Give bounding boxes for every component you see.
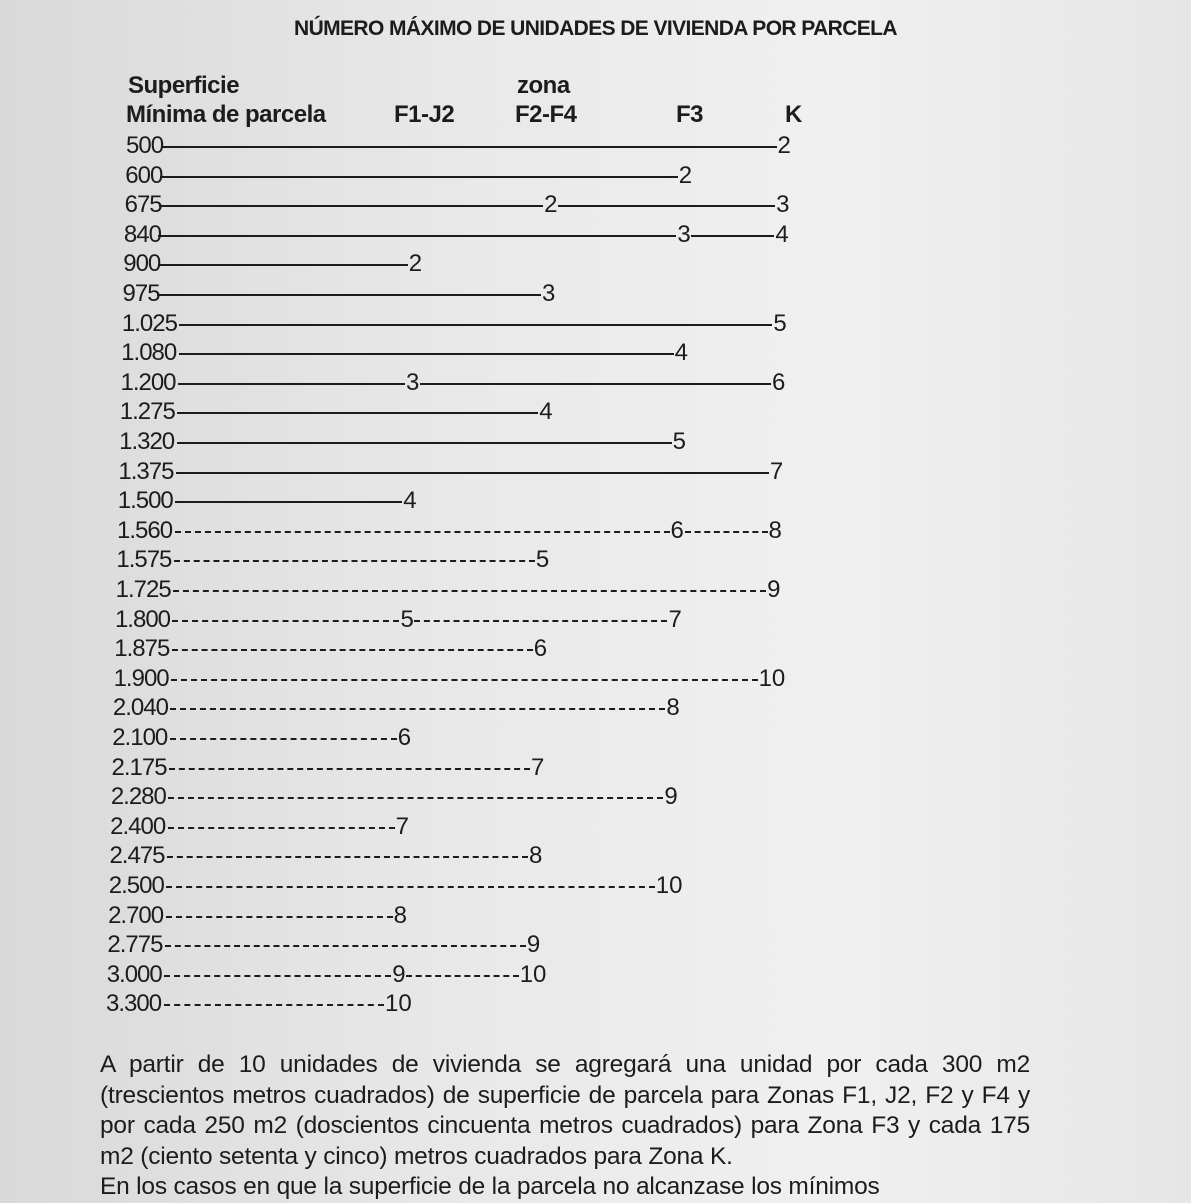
table-row — [0, 902, 1191, 932]
header-k: K — [785, 101, 802, 128]
table-row — [0, 398, 1191, 428]
leader-line — [172, 620, 399, 622]
leader-line — [177, 412, 538, 414]
superficie-value: 2.500 — [108, 872, 164, 899]
table-row — [0, 842, 1191, 872]
leader-line — [166, 916, 393, 918]
table-row — [0, 428, 1191, 458]
units-f1j2: 9 — [392, 960, 406, 988]
table-row — [0, 458, 1191, 488]
leader-line — [174, 560, 535, 562]
superficie-value: 1.725 — [115, 576, 171, 603]
units-f3: 2 — [678, 161, 693, 189]
leader-line — [159, 205, 543, 207]
superficie-value: 1.560 — [117, 516, 173, 544]
leader-line — [167, 856, 528, 858]
units-f1j2: 2 — [408, 250, 423, 278]
leader-line — [176, 472, 769, 474]
leader-line — [158, 264, 408, 266]
superficie-value: 2.475 — [109, 842, 165, 870]
leader-line — [158, 235, 676, 237]
units-k: 9 — [767, 576, 781, 603]
units-k: 4 — [775, 220, 789, 248]
table-row — [0, 369, 1191, 399]
header-superficie: Superficie — [128, 72, 240, 99]
table-row — [0, 665, 1191, 695]
superficie-value: 3.300 — [106, 990, 162, 1018]
units-f1j2: 7 — [395, 812, 409, 840]
units-k: 6 — [771, 368, 786, 396]
leader-line — [170, 738, 397, 740]
table-row — [0, 635, 1191, 665]
superficie-value: 2.700 — [108, 901, 164, 929]
units-f2f4: 9 — [526, 931, 541, 959]
superficie-value: 2.100 — [112, 724, 168, 751]
units-k: 7 — [769, 457, 784, 485]
units-f1j2: 5 — [400, 605, 414, 633]
superficie-value: 675 — [124, 191, 162, 219]
units-f2f4: 4 — [539, 398, 553, 426]
superficie-value: 1.900 — [113, 664, 169, 692]
units-f2f4: 7 — [531, 753, 545, 781]
units-f3: 5 — [672, 428, 686, 455]
leader-line — [168, 827, 395, 829]
leader-line — [685, 531, 768, 533]
table-row — [0, 606, 1191, 636]
header-f1j2: F1-J2 — [394, 101, 455, 128]
superficie-value: 2.040 — [112, 694, 168, 722]
superficie-value: 1.500 — [117, 487, 173, 515]
superficie-value: 1.875 — [114, 635, 170, 663]
superficie-value: 1.025 — [121, 309, 177, 337]
units-k: 10 — [758, 664, 786, 692]
table-row — [0, 990, 1191, 1020]
table-row — [0, 546, 1191, 576]
leader-line — [164, 975, 391, 977]
header-f2f4: F2-F4 — [515, 101, 577, 128]
units-f3: 8 — [666, 694, 680, 722]
units-k: 5 — [773, 309, 787, 337]
leader-line — [558, 205, 775, 207]
superficie-value: 1.275 — [119, 398, 175, 426]
superficie-value: 600 — [125, 161, 163, 189]
units-f2f4: 3 — [542, 280, 556, 307]
note-text-1: A partir de 10 unidades de vivienda se agregará una unidad por cada 300 m2 (trescientos metros cuadrados) de superficie de parcela para Zonas F1, J2, F2 y F4 y por cada 250 m2 (doscientos cincuenta metros cuadrados) para Zona F3 y cada 175 m2 (ciento setenta y cinco) metros cuadrados para Zona K. — [100, 1051, 1030, 1170]
header-zona: zona — [517, 72, 570, 99]
notes-paragraph — [100, 1050, 1030, 1203]
table-row — [0, 517, 1191, 547]
table-row — [0, 310, 1191, 340]
leader-line — [691, 235, 774, 237]
table-row — [0, 961, 1191, 991]
superficie-value: 840 — [123, 220, 161, 248]
superficie-value: 1.080 — [121, 339, 177, 367]
units-f2f4: 5 — [535, 546, 550, 574]
header-f3: F3 — [676, 101, 704, 128]
leader-line — [420, 383, 771, 385]
leader-line — [164, 1004, 385, 1006]
leader-line — [414, 620, 667, 622]
superficie-value: 2.400 — [110, 812, 166, 840]
table-row — [0, 813, 1191, 843]
table-row — [0, 576, 1191, 606]
leader-line — [177, 442, 672, 444]
table-row — [0, 872, 1191, 902]
leader-line — [179, 324, 772, 326]
superficie-value: 1.320 — [119, 428, 175, 455]
leader-line — [175, 501, 402, 503]
superficie-value: 3.000 — [106, 960, 162, 988]
table-row — [0, 339, 1191, 369]
leader-line — [171, 679, 758, 681]
leader-line — [169, 768, 530, 770]
units-f3: 4 — [674, 339, 689, 367]
superficie-value: 975 — [122, 280, 160, 307]
superficie-value: 1.375 — [118, 457, 174, 485]
superficie-value: 500 — [126, 132, 164, 159]
table-row — [0, 191, 1191, 221]
leader-line — [178, 383, 405, 385]
note-text-2: En los casos en que la superficie de la parcela no alcanzase los mínimos — [100, 1173, 880, 1200]
leader-line — [173, 590, 766, 592]
table-row — [0, 931, 1191, 961]
leader-line — [157, 294, 541, 296]
units-f1j2: 4 — [403, 487, 417, 515]
superficie-value: 900 — [123, 250, 161, 278]
page-title: NÚMERO MÁXIMO DE UNIDADES DE VIVIENDA POR PARCELA — [294, 17, 897, 40]
superficie-value: 2.280 — [110, 783, 166, 811]
table-row — [0, 280, 1191, 310]
units-f2f4: 10 — [519, 960, 547, 988]
table-row — [0, 162, 1191, 192]
units-f1j2: 6 — [397, 724, 412, 751]
table-row — [0, 487, 1191, 517]
leader-line — [161, 146, 777, 148]
units-f2f4: 6 — [533, 635, 548, 663]
leader-line — [172, 649, 533, 651]
leader-line — [175, 531, 670, 533]
units-f3: 10 — [655, 872, 683, 899]
units-f1j2: 3 — [405, 368, 420, 396]
table-row — [0, 783, 1191, 813]
leader-line — [168, 797, 663, 799]
table-row — [0, 221, 1191, 251]
units-f3: 3 — [677, 220, 691, 248]
table-row — [0, 694, 1191, 724]
units-f3: 9 — [664, 783, 678, 811]
leader-line — [179, 353, 674, 355]
units-f3: 6 — [670, 516, 684, 544]
units-f1j2: 8 — [393, 901, 407, 929]
table-row — [0, 754, 1191, 784]
units-k: 3 — [776, 191, 790, 219]
leader-line — [406, 975, 519, 977]
header-minima-parcela: Mínima de parcela — [126, 101, 326, 128]
units-f2f4: 8 — [528, 842, 543, 870]
units-k: 2 — [777, 132, 791, 159]
superficie-value: 1.800 — [114, 605, 171, 633]
leader-line — [160, 176, 678, 178]
units-f3: 7 — [668, 605, 682, 633]
table-row — [0, 250, 1191, 280]
units-f2f4: 2 — [544, 191, 558, 219]
leader-line — [166, 886, 655, 888]
superficie-value: 1.575 — [116, 546, 172, 574]
leader-line — [170, 708, 665, 710]
units-f1j2: 10 — [385, 990, 412, 1018]
superficie-value: 2.175 — [111, 753, 167, 781]
units-k: 8 — [768, 516, 782, 544]
table-row — [0, 132, 1191, 162]
superficie-value: 2.775 — [107, 931, 163, 959]
table-row — [0, 724, 1191, 754]
leader-line — [165, 945, 526, 947]
superficie-value: 1.200 — [120, 368, 176, 396]
